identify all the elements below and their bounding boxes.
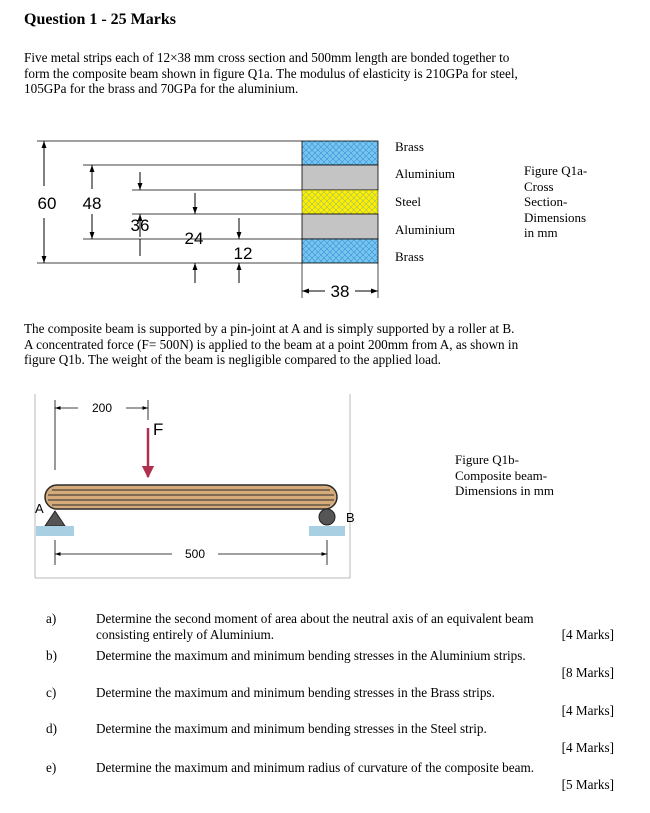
roller-support-b [309,509,345,536]
force-label: F [153,420,164,439]
dim-200-label: 200 [91,401,113,415]
composite-beam [45,485,337,509]
question-a-marks: [4 Marks] [561,627,614,642]
layer-label-aluminium-top: Aluminium [395,166,455,181]
caption-line: Figure Q1b- [455,452,519,467]
question-line: Determine the maximum and minimum bending stresses in the Steel strip. [96,721,487,736]
question-line: Determine the maximum and minimum bending stresses in the Brass strips. [96,685,495,700]
intro-line: Five metal strips each of 12×38 mm cross section and 500mm length are bonded together to [24,50,510,65]
label-a: A [35,501,44,516]
dim-60-label: 60 [37,194,57,213]
question-d-text [96,721,487,737]
question-line: Determine the maximum and minimum radius of curvature of the composite beam. [96,760,534,775]
question-line: Determine the maximum and minimum bending stresses in the Aluminium strips. [96,648,526,663]
dim-24-label: 24 [184,229,204,248]
question-c-text [96,685,495,701]
caption-line: Section- [524,194,568,209]
question-line: Determine the second moment of area about the neutral axis of an equivalent beam [96,611,534,626]
caption-line: Figure Q1a- [524,163,588,178]
question-letter: a) [46,611,57,626]
support-paragraph [24,321,630,368]
question-line: consisting entirely of Aluminium. [96,626,275,642]
dim-500-label: 500 [184,547,206,561]
label-b: B [346,510,355,525]
caption-line: Dimensions in mm [455,483,554,498]
intro-line: form the composite beam shown in figure Q1a. The modulus of elasticity is 210GPa for steel, [24,65,518,81]
dim-38-label: 38 [330,282,350,301]
dim-12-label: 12 [233,244,253,263]
layer-label-steel: Steel [395,194,421,209]
figure-q1b-caption [455,452,554,499]
question-letter: b) [46,648,57,663]
layer-aluminium-top [302,165,378,190]
layer-label-brass-bottom: Brass [395,249,424,264]
support-line: The composite beam is supported by a pin-joint at A and is simply supported by a roller at B. [24,321,515,336]
support-line: A concentrated force (F= 500N) is applied to the beam at a point 200mm from A, as shown in [24,336,519,352]
question-e-marks: [5 Marks] [561,777,614,792]
dim-48-label: 48 [82,194,102,213]
question-b-text [96,648,526,664]
caption-line: Cross [524,178,554,194]
figure-q1a-caption [524,163,587,241]
intro-line: 105GPa for the brass and 70GPa for the aluminium. [24,81,299,96]
caption-line: in mm [524,225,558,240]
question-c-marks: [4 Marks] [561,703,614,718]
caption-line: Composite beam- [455,467,548,483]
intro-paragraph [24,50,630,97]
support-line: figure Q1b. The weight of the beam is negligible compared to the applied load. [24,352,441,367]
question-d-marks: [4 Marks] [561,740,614,755]
dim-36-label: 36 [130,216,150,235]
caption-line: Dimensions [524,209,587,225]
layer-label-aluminium-bottom: Aluminium [395,222,455,237]
layer-label-brass-top: Brass [395,139,424,154]
question-e-text [96,760,534,776]
question-title: Question 1 - 25 Marks [24,11,176,28]
question-letter: e) [46,760,57,775]
question-b-marks: [8 Marks] [561,665,614,680]
question-letter: d) [46,721,57,736]
layer-aluminium-bottom [302,214,378,239]
question-letter: c) [46,685,57,700]
question-a-text [96,611,534,642]
